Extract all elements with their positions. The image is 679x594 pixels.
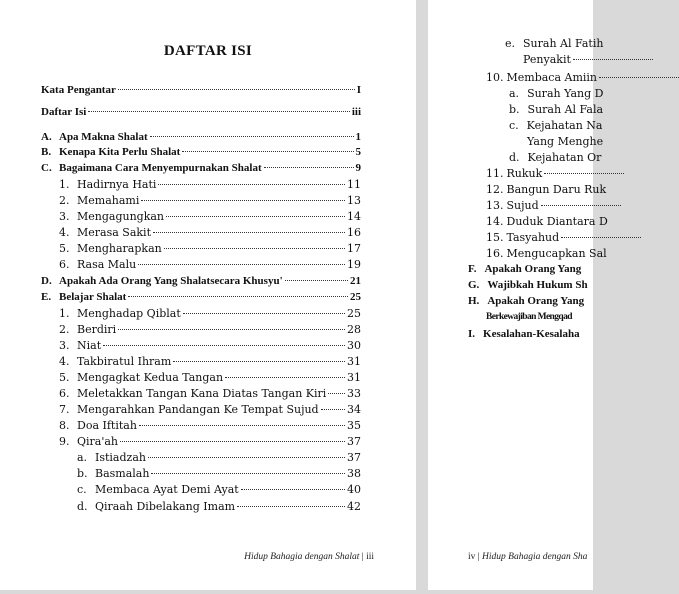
toc-entry-title: Merasa Sakit: [77, 226, 151, 239]
toc-entry-page: 37: [347, 451, 361, 464]
toc-entry: [509, 151, 601, 164]
toc-entry-page: 14: [347, 210, 361, 223]
toc-entry: [41, 291, 361, 303]
toc-entry-page: 30: [347, 339, 361, 352]
toc-entry: [59, 226, 361, 239]
toc-entry-title: Istiadzah: [95, 451, 146, 464]
toc-entry-label: 12.: [486, 183, 504, 196]
toc-entry: [509, 103, 603, 116]
toc-entry-label: 6.: [59, 387, 70, 400]
toc-entry: [59, 435, 361, 448]
toc-entry-page: 25: [350, 291, 361, 303]
footer-page-number: iv |: [468, 552, 480, 562]
toc-entry-title: Bagaimana Cara Menyempurnakan Shalat: [59, 162, 262, 174]
toc-entry-label: F.: [468, 263, 477, 275]
toc-entry-label: d.: [77, 500, 88, 513]
toc-entry-label: 7.: [59, 403, 70, 416]
toc-entry-page: 37: [347, 435, 361, 448]
toc-entry: [77, 451, 361, 464]
dot-leader: [118, 89, 355, 90]
dot-leader: [241, 489, 345, 490]
dot-leader: [164, 248, 345, 249]
toc-entry-page: 35: [347, 419, 361, 432]
toc-entry-title: Menghadap Qiblat: [77, 307, 181, 320]
toc-entry: [59, 339, 361, 352]
dot-leader: [264, 167, 354, 168]
dot-leader: [151, 473, 345, 474]
dot-leader: [183, 313, 345, 314]
toc-entry-label: 13.: [486, 199, 504, 212]
toc-entry-label: 11.: [486, 167, 504, 180]
toc-entry-page: 31: [347, 371, 361, 384]
toc-entry-page: 13: [347, 194, 361, 207]
toc-entry-label: 2.: [59, 323, 70, 336]
toc-entry-title: Wajibkah Hukum Sh: [487, 279, 588, 291]
dot-leader: [561, 237, 641, 238]
toc-entry-label: 3.: [59, 210, 70, 223]
toc-entry-title: Apakah Orang Yang: [487, 295, 585, 307]
toc-entry-label: 9.: [59, 435, 70, 448]
toc-entry: [505, 37, 603, 50]
toc-entry-title: Qiraah Dibelakang Imam: [95, 500, 236, 513]
toc-entry: [509, 87, 604, 100]
toc-entry-title: Daftar Isi: [41, 106, 87, 118]
toc-entry-title: Doa Iftitah: [77, 419, 137, 432]
footer-text: Hidup Bahagia dengan Shalat: [244, 552, 360, 562]
toc-entry: [486, 231, 641, 244]
toc-entry: [59, 403, 361, 416]
dot-leader: [88, 111, 350, 112]
dot-leader: [103, 345, 345, 346]
toc-entry-title: Kesalahan-Kesalaha: [483, 328, 580, 340]
toc-entry-label: I.: [468, 328, 476, 340]
toc-entry-title: Rukuk: [506, 167, 543, 180]
toc-entry-label: B.: [41, 146, 52, 158]
toc-entry: [59, 210, 361, 223]
toc-entry-page: 16: [347, 226, 361, 239]
toc-entry-page: 40: [347, 483, 361, 496]
toc-entry: [59, 371, 361, 384]
toc-entry: [41, 131, 361, 143]
toc-entry-page: 9: [355, 162, 361, 174]
toc-entry-label: 8.: [59, 419, 70, 432]
toc-entry-title: Bangun Daru Ruk: [506, 183, 607, 196]
toc-entry: [41, 146, 361, 158]
toc-entry: [59, 323, 361, 336]
dot-leader: [128, 296, 348, 297]
toc-entry-title: Kenapa Kita Perlu Shalat: [59, 146, 181, 158]
toc-entry-label: 14.: [486, 215, 504, 228]
toc-entry-label: 4.: [59, 226, 70, 239]
toc-entry: [59, 194, 361, 207]
dot-leader: [150, 136, 354, 137]
toc-entry: [77, 467, 361, 480]
dot-leader: [285, 280, 348, 281]
toc-entry-title: Yang Menghe: [527, 135, 604, 148]
toc-entry-page: 28: [347, 323, 361, 336]
toc-entry: [486, 167, 624, 180]
toc-entry: [486, 199, 621, 212]
dot-leader: [118, 329, 345, 330]
toc-entry-title: Berkewajiban Mengqad: [486, 312, 572, 322]
toc-entry-page: 1: [355, 131, 361, 143]
toc-entry-label: b.: [509, 103, 520, 116]
dot-leader: [141, 200, 345, 201]
page-footer: [244, 552, 374, 562]
toc-entry-page: iii: [351, 106, 361, 118]
toc-entry-label: 16.: [486, 247, 504, 260]
toc-entry-title: Qira'ah: [77, 435, 119, 448]
toc-entry-label: E.: [41, 291, 52, 303]
toc-entry-page: 31: [347, 355, 361, 368]
toc-entry-page: 21: [350, 275, 361, 287]
toc-entry: [59, 355, 361, 368]
toc-entry: [41, 106, 361, 118]
toc-entry: [59, 242, 361, 255]
toc-entry-page: 33: [347, 387, 361, 400]
footer-page-number: | iii: [361, 552, 374, 562]
toc-entry-page: 42: [347, 500, 361, 513]
page-title: DAFTAR ISI: [163, 43, 253, 59]
dot-leader: [321, 409, 345, 410]
toc-entry-title: Apa Makna Shalat: [59, 131, 148, 143]
toc-entry-title: Penyakit: [523, 53, 571, 66]
toc-entry: [77, 483, 361, 496]
page-footer: [468, 552, 587, 562]
dot-leader: [138, 264, 345, 265]
toc-entry-label: b.: [77, 467, 88, 480]
toc-entry-title: Apakah Orang Yang: [484, 263, 582, 275]
toc-entry-title: Kata Pengantar: [41, 84, 116, 96]
dot-leader: [139, 425, 345, 426]
dot-leader: [158, 184, 345, 185]
toc-entry-title: Surah Al Fala: [527, 103, 604, 116]
toc-entry-title: Mengagungkan: [77, 210, 165, 223]
toc-entry: [468, 263, 581, 275]
toc-entry-title: Rasa Malu: [77, 258, 137, 271]
right-page: [428, 0, 608, 590]
toc-entry: [486, 71, 679, 84]
toc-entry: [77, 500, 361, 513]
toc-entry-label: d.: [509, 151, 520, 164]
toc-entry-label: c.: [77, 483, 87, 496]
toc-entry: [59, 419, 361, 432]
toc-entry-label: H.: [468, 295, 480, 307]
toc-entry: [486, 247, 607, 260]
toc-entry-title: Surah Yang D: [527, 87, 604, 100]
toc-entry: [41, 84, 361, 96]
toc-entry: [486, 215, 608, 228]
toc-entry: [468, 295, 584, 307]
dot-leader: [148, 457, 345, 458]
toc-entry-label: a.: [77, 451, 88, 464]
toc-entry-title: Niat: [77, 339, 102, 352]
toc-entry-title: Memahami: [77, 194, 140, 207]
toc-entry-title: Sujud: [506, 199, 539, 212]
toc-entry-title: Tasyahud: [506, 231, 560, 244]
dot-leader: [237, 506, 345, 507]
toc-entry: [59, 387, 361, 400]
toc-entry-label: e.: [505, 37, 516, 50]
toc-entry-title: Berdiri: [77, 323, 117, 336]
toc-entry-label: 6.: [59, 258, 70, 271]
dot-leader: [541, 205, 621, 206]
toc-entry-title: Meletakkan Tangan Kana Diatas Tangan Kiri: [77, 387, 327, 400]
toc-entry-label: D.: [41, 275, 52, 287]
toc-entry-label: 1.: [59, 178, 70, 191]
toc-entry-label: 2.: [59, 194, 70, 207]
dot-leader: [173, 361, 345, 362]
toc-entry-page: 38: [347, 467, 361, 480]
toc-entry-label: 3.: [59, 339, 70, 352]
toc-entry-label: C.: [41, 162, 52, 174]
toc-entry-title: Membaca Amiin: [506, 71, 598, 84]
dot-leader: [182, 151, 353, 152]
toc-entry-page: 25: [347, 307, 361, 320]
toc-entry-title: Apakah Ada Orang Yang Shalatsecara Khusyu': [59, 275, 283, 287]
toc-entry: [523, 53, 653, 66]
toc-entry-page: 34: [347, 403, 361, 416]
toc-entry-title: Mengucapkan Sal: [506, 247, 607, 260]
toc-entry: [41, 275, 361, 287]
toc-entry: [486, 312, 572, 322]
toc-entry-label: G.: [468, 279, 480, 291]
toc-entry-title: Mengharapkan: [77, 242, 162, 255]
dot-leader: [120, 441, 345, 442]
toc-entry-title: Mengagkat Kedua Tangan: [77, 371, 224, 384]
toc-entry-label: a.: [509, 87, 520, 100]
toc-entry: [59, 258, 361, 271]
toc-entry: [59, 178, 361, 191]
toc-entry-page: 19: [347, 258, 361, 271]
toc-entry-label: 15.: [486, 231, 504, 244]
toc-entry-label: 4.: [59, 355, 70, 368]
toc-entry: [468, 279, 588, 291]
toc-entry: [486, 183, 606, 196]
toc-entry-page: 11: [347, 178, 361, 191]
toc-entry-title: Surah Al Fatih: [523, 37, 604, 50]
toc-entry-label: c.: [509, 119, 519, 132]
dot-leader: [544, 173, 624, 174]
dot-leader: [153, 232, 345, 233]
toc-entry-title: Takbiratul Ihram: [77, 355, 172, 368]
toc-entry-title: Duduk Diantara D: [506, 215, 608, 228]
dot-leader: [328, 393, 345, 394]
toc-entry-title: Mengarahkan Pandangan Ke Tempat Sujud: [77, 403, 319, 416]
toc-entry-title: Belajar Shalat: [59, 291, 127, 303]
dot-leader: [573, 59, 653, 60]
dot-leader: [225, 377, 345, 378]
toc-entry-label: 5.: [59, 371, 70, 384]
toc-entry: [468, 328, 580, 340]
toc-entry: [41, 162, 361, 174]
toc-entry-title: Kejahatan Na: [526, 119, 603, 132]
toc-entry-title: Kejahatan Or: [527, 151, 602, 164]
toc-entry-label: 5.: [59, 242, 70, 255]
toc-entry-label: 10.: [486, 71, 504, 84]
toc-entry: [527, 135, 603, 148]
footer-text: Hidup Bahagia dengan Sha: [482, 552, 588, 562]
toc-entry-page: 17: [347, 242, 361, 255]
toc-entry: [509, 119, 602, 132]
toc-entry-title: Hadirnya Hati: [77, 178, 157, 191]
toc-entry-label: A.: [41, 131, 52, 143]
toc-entry-page: 5: [355, 146, 361, 158]
toc-entry-title: Membaca Ayat Demi Ayat: [95, 483, 239, 496]
dot-leader: [599, 77, 679, 78]
toc-entry-page: I: [356, 84, 361, 96]
dot-leader: [166, 216, 345, 217]
toc-entry-label: 1.: [59, 307, 70, 320]
toc-entry: [59, 307, 361, 320]
toc-entry-title: Basmalah: [95, 467, 150, 480]
